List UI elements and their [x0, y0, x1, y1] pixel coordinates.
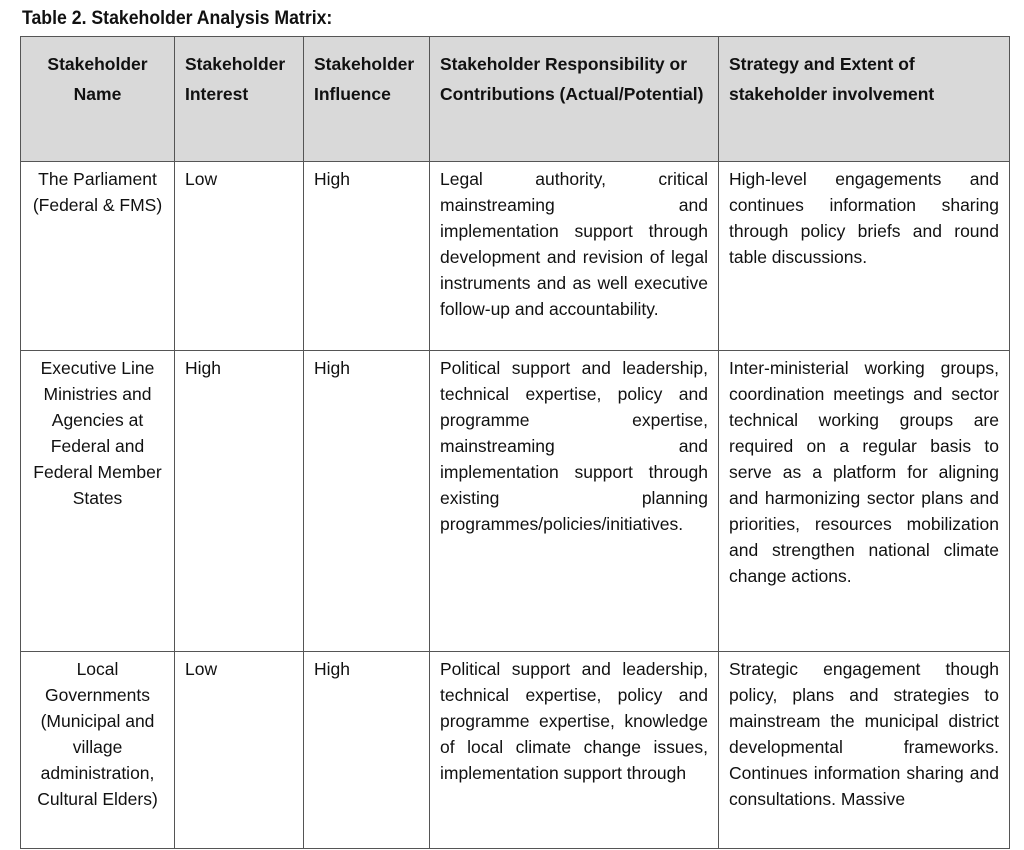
responsibility-cell: Political support and leadership, technical expertise, policy and programme expertise, knowledge of local climate change issues, implementation support through — [430, 652, 719, 849]
responsibility-cell: Political support and leadership, technical expertise, policy and programme expertise, mainstreaming and implementation support through existing planning programmes/policies/initiatives. — [430, 351, 719, 652]
interest-cell: High — [175, 351, 304, 652]
responsibility-cell: Legal authority, critical mainstreaming and implementation support through development and revision of legal instruments and as well executive follow-up and accountability. — [430, 162, 719, 351]
stakeholder-name-cell: Local Governments (Municipal and village administration, Cultural Elders) — [21, 652, 175, 849]
table-row — [21, 162, 1010, 351]
header-stakeholder-name: Stakeholder Name — [21, 37, 175, 162]
header-stakeholder-interest: Stakeholder Interest — [175, 37, 304, 162]
strategy-cell: Strategic engagement though policy, plans and strategies to mainstream the municipal district developmental frameworks. Continues information sharing and consultations. Massive — [719, 652, 1010, 849]
header-stakeholder-responsibility: Stakeholder Responsibility or Contributions (Actual/Potential) — [430, 37, 719, 162]
stakeholder-analysis-table — [20, 36, 1010, 849]
table-row — [21, 351, 1010, 652]
stakeholder-name-cell: Executive Line Ministries and Agencies at Federal and Federal Member States — [21, 351, 175, 652]
strategy-cell: Inter-ministerial working groups, coordination meetings and sector technical working groups are required on a regular basis to serve as a platform for aligning and harmonizing sector plans and priorities, resources mobilization and strengthen national climate change actions. — [719, 351, 1010, 652]
influence-cell: High — [304, 162, 430, 351]
influence-cell: High — [304, 351, 430, 652]
table-caption: Table 2. Stakeholder Analysis Matrix: — [22, 8, 333, 29]
header-row — [21, 37, 1010, 162]
stakeholder-name-cell: The Parliament (Federal & FMS) — [21, 162, 175, 351]
interest-cell: Low — [175, 162, 304, 351]
strategy-cell: High-level engagements and continues information sharing through policy briefs and round table discussions. — [719, 162, 1010, 351]
header-strategy: Strategy and Extent of stakeholder involvement — [719, 37, 1010, 162]
interest-cell: Low — [175, 652, 304, 849]
table-row — [21, 652, 1010, 849]
influence-cell: High — [304, 652, 430, 849]
header-stakeholder-influence: Stakeholder Influence — [304, 37, 430, 162]
